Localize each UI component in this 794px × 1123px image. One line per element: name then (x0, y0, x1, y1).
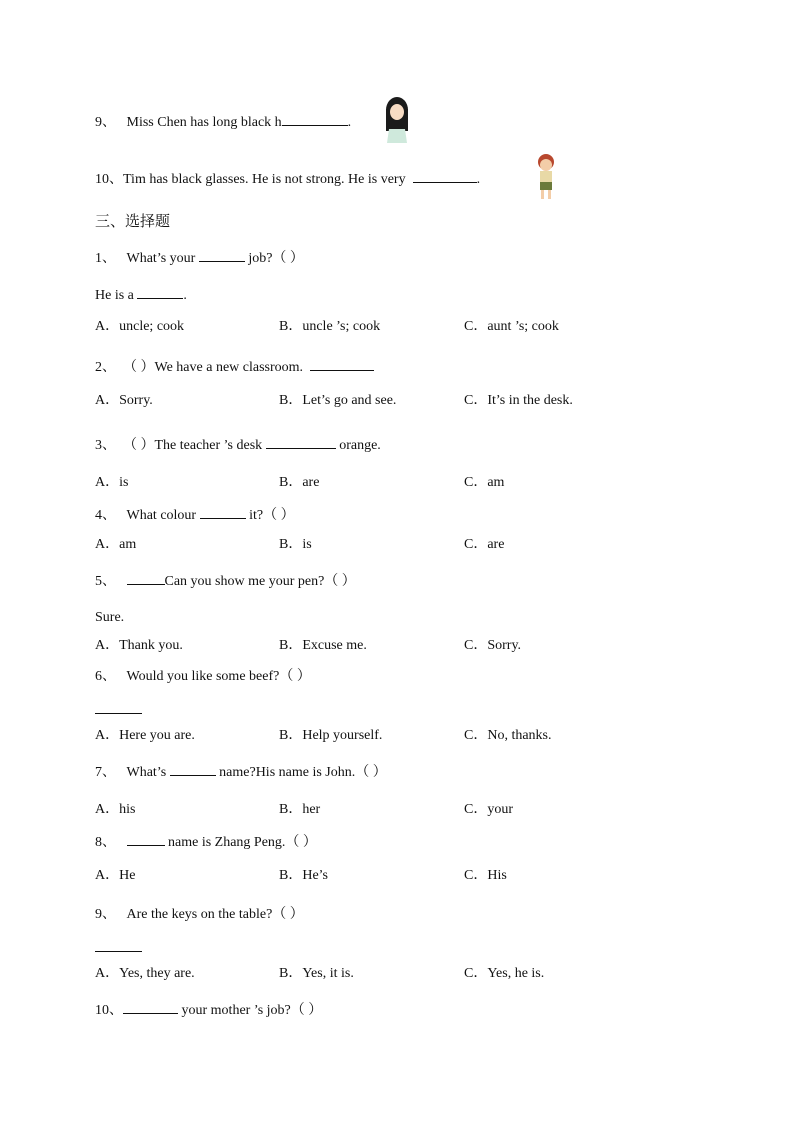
option-c[interactable]: C．your (464, 802, 513, 817)
option-b[interactable]: B．Let’s go and see. (279, 393, 397, 408)
question-1: 1、 What’s your job?（ ） (95, 248, 304, 268)
option-a[interactable]: A．uncle; cook (95, 319, 185, 334)
option-c[interactable]: C．Sorry. (464, 638, 522, 653)
option-c[interactable]: C．No, thanks. (464, 728, 552, 743)
question-3: 3、 （ ）The teacher ’s desk orange. (95, 435, 381, 455)
question-7: 7、 What’s name?His name is John.（ ） (95, 762, 387, 782)
option-b[interactable]: B．uncle ’s; cook (279, 319, 381, 334)
option-b[interactable]: B．are (279, 475, 320, 490)
question-8: 8、 name is Zhang Peng.（ ） (95, 832, 317, 852)
question-6-response (95, 700, 142, 720)
answer-blank[interactable] (127, 832, 165, 846)
question-5: 5、 Can you show me your pen?（ ） (95, 571, 356, 591)
answer-blank[interactable] (95, 938, 142, 952)
answer-blank[interactable] (127, 571, 165, 585)
option-c[interactable]: C．am (464, 475, 505, 490)
answer-blank[interactable] (200, 505, 246, 519)
option-b[interactable]: B．her (279, 802, 321, 817)
question-5-response: Sure. (95, 610, 125, 625)
fill-question-9: 9、 Miss Chen has long black h . (95, 112, 351, 132)
option-a[interactable]: A．Sorry. (95, 393, 153, 408)
section-title: 三、选择题 (95, 212, 171, 230)
fill-question-10: 10、Tim has black glasses. He is not strong. He is very . (95, 169, 480, 189)
option-b[interactable]: B．He’s (279, 868, 328, 883)
option-b[interactable]: B．Excuse me. (279, 638, 367, 653)
option-a[interactable]: A．his (95, 802, 136, 817)
answer-blank[interactable] (199, 248, 245, 262)
option-c[interactable]: C．Yes, he is. (464, 966, 545, 981)
option-c[interactable]: C．are (464, 537, 505, 552)
question-10: 10、 your mother ’s job?（ ） (95, 1000, 322, 1020)
question-9-response (95, 938, 142, 958)
answer-blank[interactable] (266, 435, 336, 449)
option-a[interactable]: A．is (95, 475, 129, 490)
question-9: 9、 Are the keys on the table?（ ） (95, 907, 304, 922)
option-b[interactable]: B．Help yourself. (279, 728, 383, 743)
option-b[interactable]: B．Yes, it is. (279, 966, 354, 981)
answer-blank[interactable] (310, 357, 374, 371)
option-b[interactable]: B．is (279, 537, 312, 552)
answer-blank[interactable] (95, 700, 142, 714)
girl-illustration (380, 95, 414, 145)
answer-blank[interactable] (282, 112, 348, 126)
question-2: 2、 （ ）We have a new classroom. (95, 357, 374, 377)
answer-blank[interactable] (123, 1000, 178, 1014)
answer-blank[interactable] (170, 762, 216, 776)
answer-blank[interactable] (137, 285, 183, 299)
option-c[interactable]: C．It’s in the desk. (464, 393, 573, 408)
answer-blank[interactable] (413, 169, 477, 183)
option-c[interactable]: C．His (464, 868, 507, 883)
option-a[interactable]: A．Yes, they are. (95, 966, 195, 981)
option-a[interactable]: A．He (95, 868, 136, 883)
option-c[interactable]: C．aunt ’s; cook (464, 319, 559, 334)
question-1-response: He is a . (95, 285, 187, 305)
boy-illustration (533, 153, 559, 201)
option-a[interactable]: A．Here you are. (95, 728, 195, 743)
option-a[interactable]: A．Thank you. (95, 638, 183, 653)
question-6: 6、 Would you like some beef?（ ） (95, 669, 311, 684)
option-a[interactable]: A．am (95, 537, 137, 552)
question-4: 4、 What colour it?（ ） (95, 505, 295, 525)
